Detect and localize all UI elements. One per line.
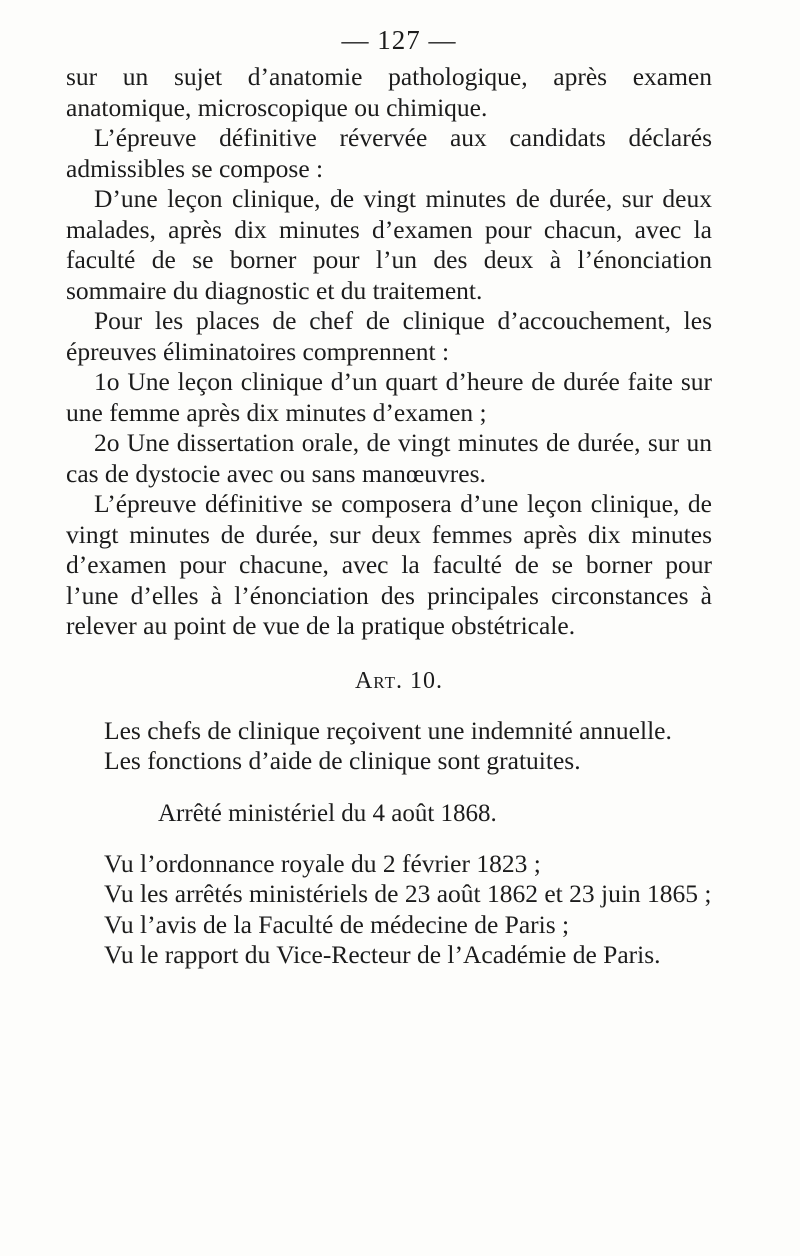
paragraph-item-2: 2o Une dissertation orale, de vingt minutes de durée, sur un cas de dystocie avec ou sans manœuvres. (66, 428, 712, 488)
paragraph-continuation: sur un sujet d’anatomie pathologique, après examen anatomique, microscopique ou chimique. (66, 62, 712, 122)
article-body (66, 716, 712, 777)
paragraph-clinical-lesson: D’une leçon clinique, de vingt minutes de durée, sur deux malades, après dix minutes d’examen pour chacun, avec la faculté de se borner pour l’un des deux à l’énonciation sommaire du diagnostic et du traitement. (66, 184, 712, 305)
paragraph-indemnity: Les chefs de clinique reçoivent une indemnité annuelle. (104, 715, 672, 745)
paragraph-final-exam: L’épreuve définitive révervée aux candidats déclarés admissibles se compose : (66, 123, 712, 183)
decree-body (66, 849, 712, 971)
paragraph-obstetric-places: Pour les places de chef de clinique d’accouchement, les épreuves éliminatoires comprennent : (66, 306, 712, 366)
paragraph-avis: Vu l’avis de la Faculté de médecine de Paris ; (104, 909, 570, 939)
paragraph-aide-functions: Les fonctions d’aide de clinique sont gratuites. (104, 746, 581, 775)
paragraph-rapport: Vu le rapport du Vice-Recteur de l’Académie de Paris. (104, 940, 661, 969)
article-heading: Art. 10. (354, 667, 444, 694)
page-number: — 127 — (341, 25, 457, 55)
decree-title: Arrêté ministériel du 4 août 1868. (158, 799, 497, 827)
paragraph-item-1: 1o Une leçon clinique d’un quart d’heure de durée faite sur une femme après dix minutes d’examen ; (66, 367, 712, 427)
paragraph-ordonnance: Vu l’ordonnance royale du 2 février 1823 ; (104, 848, 541, 878)
paragraph-arretes: Vu les arrêtés ministériels de 23 août 1862 et 23 juin 1865 ; (104, 879, 712, 908)
paragraph-final-obstetric: L’épreuve définitive se composera d’une leçon clinique, de vingt minutes de durée, sur deux femmes après dix minutes d’examen pour chacune, avec la faculté de se borner pour l’une d’elles à l’énonciation des principales circonstances à relever au point de vue de la pratique obstétricale. (66, 489, 712, 640)
